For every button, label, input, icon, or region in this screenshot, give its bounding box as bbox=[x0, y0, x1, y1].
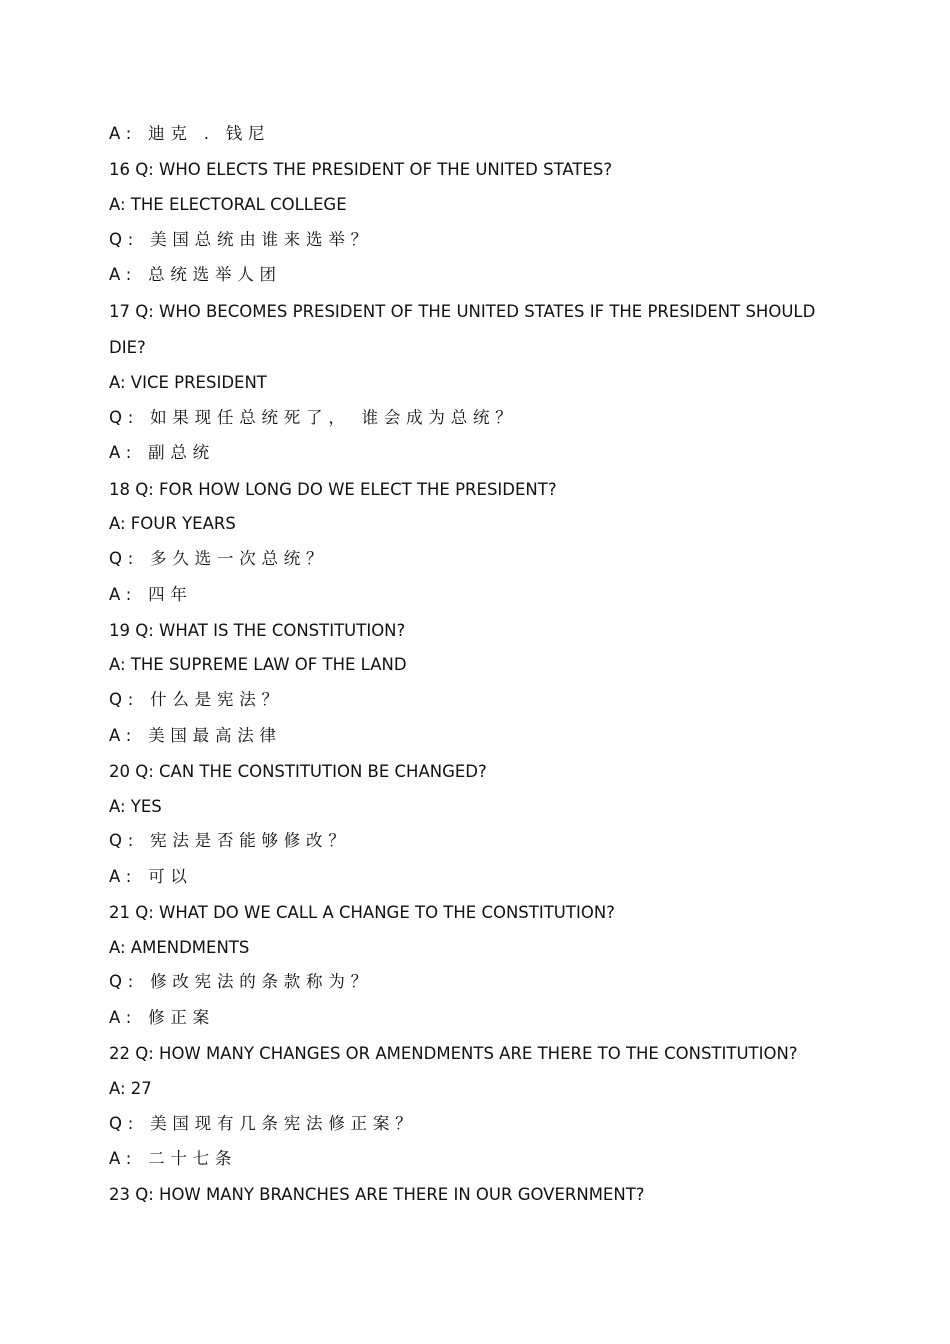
text-line: A: 迪克 . 钱尼 bbox=[109, 124, 271, 143]
text-line: 20 Q: CAN THE CONSTITUTION BE CHANGED? bbox=[109, 762, 487, 781]
text-line: Q: 修改宪法的条款称为？ bbox=[109, 972, 373, 991]
text-line: Q: 美国总统由谁来选举？ bbox=[109, 230, 373, 249]
text-line: 21 Q: WHAT DO WE CALL A CHANGE TO THE CONSTITUTION? bbox=[109, 903, 615, 922]
text-line: A: 总统选举人团 bbox=[109, 265, 282, 284]
text-line: Q: 什么是宪法？ bbox=[109, 690, 284, 709]
text-line: A: 副总统 bbox=[109, 443, 215, 462]
text-line: A: 二十七条 bbox=[109, 1149, 238, 1168]
text-line: A: 27 bbox=[109, 1079, 152, 1098]
text-line: DIE? bbox=[109, 338, 146, 357]
text-line: 23 Q: HOW MANY BRANCHES ARE THERE IN OUR GOVERNMENT? bbox=[109, 1185, 645, 1204]
text-line: 19 Q: WHAT IS THE CONSTITUTION? bbox=[109, 621, 406, 640]
text-line: Q: 美国现有几条宪法修正案？ bbox=[109, 1114, 418, 1133]
text-line: Q: 宪法是否能够修改？ bbox=[109, 831, 351, 850]
text-line: 18 Q: FOR HOW LONG DO WE ELECT THE PRESIDENT? bbox=[109, 480, 557, 499]
text-line: 16 Q: WHO ELECTS THE PRESIDENT OF THE UNITED STATES? bbox=[109, 160, 613, 179]
text-line: 22 Q: HOW MANY CHANGES OR AMENDMENTS ARE THERE TO THE CONSTITUTION? bbox=[109, 1044, 798, 1063]
text-line: A: 可以 bbox=[109, 867, 193, 886]
text-line: A: VICE PRESIDENT bbox=[109, 373, 267, 392]
text-line: A: 修正案 bbox=[109, 1008, 215, 1027]
text-line: A: THE ELECTORAL COLLEGE bbox=[109, 195, 347, 214]
text-line: A: AMENDMENTS bbox=[109, 938, 250, 957]
text-line: 17 Q: WHO BECOMES PRESIDENT OF THE UNITED STATES IF THE PRESIDENT SHOULD bbox=[109, 302, 816, 321]
text-line: Q: 多久选一次总统？ bbox=[109, 549, 329, 568]
text-line: Q: 如果现任总统死了， 谁会成为总统？ bbox=[109, 408, 518, 427]
text-line: A: 美国最高法律 bbox=[109, 726, 282, 745]
text-line: A: YES bbox=[109, 797, 162, 816]
text-line: A: THE SUPREME LAW OF THE LAND bbox=[109, 655, 407, 674]
text-line: A: 四年 bbox=[109, 585, 193, 604]
text-line: A: FOUR YEARS bbox=[109, 514, 236, 533]
